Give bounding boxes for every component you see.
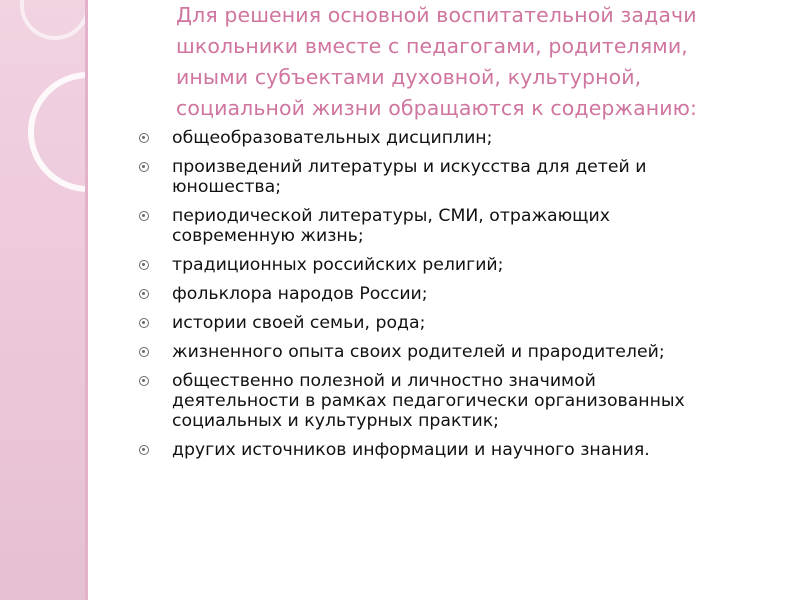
list-item-text: периодической литературы, СМИ, отражающих современную жизнь; — [172, 206, 610, 246]
list-item-text: жизненного опыта своих родителей и прародителей; — [172, 342, 665, 362]
list-item — [136, 371, 786, 431]
slide-heading — [176, 0, 776, 124]
circle-bullet-icon — [139, 162, 149, 172]
list-item — [136, 206, 786, 246]
heading-line: школьники вместе с педагогами, родителями, — [176, 34, 688, 58]
circle-bullet-icon — [139, 289, 149, 299]
bullet-list — [136, 128, 786, 469]
list-item-text: произведений литературы и искусства для детей и юношества; — [172, 157, 647, 197]
list-item-text: истории своей семьи, рода; — [172, 313, 426, 333]
list-item-text: общеобразовательных дисциплин; — [172, 128, 493, 148]
list-item-text: других источников информации и научного знания. — [172, 440, 650, 460]
heading-line: Для решения основной воспитательной задачи — [176, 3, 697, 27]
decorative-ring — [20, 0, 88, 40]
list-item — [136, 157, 786, 197]
circle-bullet-icon — [139, 347, 149, 357]
circle-bullet-icon — [139, 211, 149, 221]
list-item — [136, 313, 786, 333]
circle-bullet-icon — [139, 445, 149, 455]
circle-bullet-icon — [139, 376, 149, 386]
list-item-text: фольклора народов России; — [172, 284, 428, 304]
circle-bullet-icon — [139, 133, 149, 143]
decorative-side-panel — [0, 0, 88, 600]
list-item — [136, 342, 786, 362]
list-item-text: общественно полезной и личностно значимой деятельности в рамках педагогически организованных социальных и культурных практик; — [172, 371, 685, 431]
list-item — [136, 284, 786, 304]
list-item — [136, 440, 786, 460]
decorative-ring — [28, 72, 88, 192]
list-item — [136, 255, 786, 275]
list-item-text: традиционных российских религий; — [172, 255, 504, 275]
heading-line: иными субъектами духовной, культурной, — [176, 65, 642, 89]
circle-bullet-icon — [139, 260, 149, 270]
list-item — [136, 128, 786, 148]
circle-bullet-icon — [139, 318, 149, 328]
heading-line: социальной жизни обращаются к содержанию: — [176, 96, 698, 120]
